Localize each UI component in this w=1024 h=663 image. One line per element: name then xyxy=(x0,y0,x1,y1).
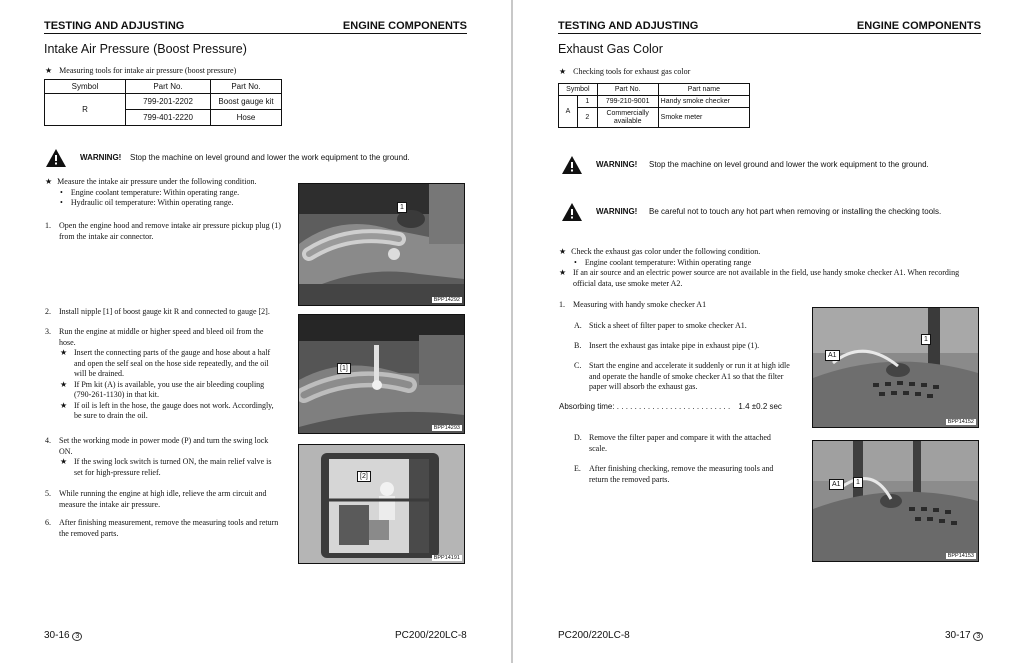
bullet-icon: • xyxy=(574,257,577,267)
note-text: be sure to drain the oil. xyxy=(74,411,148,420)
bullet-icon: • xyxy=(60,198,63,207)
header-chapter: ENGINE COMPONENTS xyxy=(342,20,467,32)
step-text: After finishing checking, remove the measuring tools and xyxy=(589,464,774,473)
condition-block xyxy=(559,247,989,289)
step-text: Run the engine at middle or higher speed and bleed oil from the xyxy=(59,327,264,336)
step-a xyxy=(574,321,804,332)
table-cell-part-no: 799-201-2202 xyxy=(126,94,211,110)
step-5 xyxy=(45,489,295,510)
tools-intro-text: Measuring tools for intake air pressure (boost pressure) xyxy=(59,66,237,75)
step-letter: D. xyxy=(574,433,582,442)
table-header-part-no: Part No. xyxy=(597,84,658,96)
photo-boost-gauge-nipple xyxy=(298,314,465,434)
step-text: ON. xyxy=(59,446,73,456)
page-mark-icon: 3 xyxy=(973,632,983,641)
step-text: While running the engine at high idle, relieve the arm circuit and xyxy=(59,489,267,498)
step-text: Install nipple [1] of boost gauge kit R and connected to gauge [2]. xyxy=(59,307,270,316)
tools-table xyxy=(558,83,750,128)
star-icon: ★ xyxy=(559,247,567,256)
step-text: Insert the exhaust gas intake pipe in exhaust pipe (1). xyxy=(589,341,760,350)
header-chapter: ENGINE COMPONENTS xyxy=(856,20,981,32)
warning-label: WARNING! xyxy=(596,207,638,216)
tools-intro xyxy=(559,67,690,78)
warning-label: WARNING! xyxy=(596,160,638,169)
star-icon: ★ xyxy=(60,379,68,389)
step-d xyxy=(574,433,804,454)
header-section: TESTING AND ADJUSTING xyxy=(44,20,185,32)
absorbing-time-label: Absorbing time: . . . . . . . . . . . . . . . . . . . . . . . . . . xyxy=(559,402,731,411)
step-6 xyxy=(45,518,295,539)
step-text: the removed parts. xyxy=(59,528,119,538)
warning-text: Stop the machine on level ground and lower the work equipment to the ground. xyxy=(130,153,410,162)
star-icon: ★ xyxy=(45,66,53,75)
photo-code: BPP14153 xyxy=(947,553,974,559)
page-header xyxy=(558,20,981,34)
step-number: 3. xyxy=(45,327,51,336)
footer-page-text: 30-17 xyxy=(945,630,971,641)
step-c xyxy=(574,361,804,393)
table-cell-index: 1 xyxy=(578,96,598,108)
warning-text: Stop the machine on level ground and lower the work equipment to the ground. xyxy=(649,160,929,169)
warning-block-1 xyxy=(562,157,982,175)
table-cell-part-no-line: available xyxy=(613,117,642,125)
warning-icon xyxy=(562,203,582,221)
condition-item: Engine coolant temperature: Within operating range. xyxy=(70,187,240,197)
step-4 xyxy=(45,436,295,478)
note-text: If Pm kit (A) is available, you use the air bleeding coupling xyxy=(74,379,265,389)
header-section: TESTING AND ADJUSTING xyxy=(558,20,699,32)
photo-code: BPP14293 xyxy=(433,425,460,431)
footer-page-number xyxy=(945,630,983,641)
star-icon: ★ xyxy=(45,177,53,186)
table-cell-name: Hose xyxy=(211,110,282,126)
table-cell-part-no: 799-210-9001 xyxy=(597,96,658,108)
table-cell-name: Smoke meter xyxy=(658,108,749,128)
right-page xyxy=(513,0,1024,663)
step-text: Remove the filter paper and compare it with the attached xyxy=(589,433,771,442)
step-number: 1. xyxy=(559,300,565,309)
footer-model: PC200/220LC-8 xyxy=(395,630,467,641)
table-header-part-name: Part No. xyxy=(211,80,282,94)
absorbing-time-value: 1.4 ±0.2 sec xyxy=(738,402,782,411)
exhaust-photo-graphic xyxy=(813,441,978,561)
table-symbol: R xyxy=(45,94,126,126)
step-letter: E. xyxy=(574,464,581,473)
step-1 xyxy=(559,300,804,311)
warning-block xyxy=(46,150,466,168)
star-icon: ★ xyxy=(559,268,567,277)
step-number: 2. xyxy=(45,307,51,316)
step-number: 5. xyxy=(45,489,51,498)
page-mark-icon: 3 xyxy=(72,632,82,641)
star-icon: ★ xyxy=(60,348,68,357)
step-3 xyxy=(45,327,295,422)
note-text: and open the self seal on the hose side repeatedly, and the oil xyxy=(74,358,269,368)
footer-page-text: 30-16 xyxy=(44,630,70,641)
step-e xyxy=(574,464,804,485)
engine-photo-graphic xyxy=(299,184,464,305)
photo-callout: [1] xyxy=(337,363,351,374)
photo-operator-cab xyxy=(298,444,465,564)
footer-page-number xyxy=(44,630,82,641)
condition-item: Hydraulic oil temperature: Within operating range. xyxy=(70,198,234,207)
table-cell-part-no xyxy=(597,108,658,128)
photo-callout: 1 xyxy=(853,477,863,488)
photo-code: BPP14191 xyxy=(433,555,460,561)
bullet-icon: • xyxy=(60,187,63,197)
tools-table xyxy=(44,79,282,126)
step-1 xyxy=(45,221,295,242)
condition-intro: Measure the intake air pressure under the following condition. xyxy=(57,177,257,186)
page-title: Exhaust Gas Color xyxy=(558,42,663,56)
absorbing-time xyxy=(559,402,782,411)
note-text: will be drained. xyxy=(74,369,124,378)
condition-block xyxy=(45,177,295,209)
step-text: hose. xyxy=(59,337,76,347)
step-text: Start the engine and accelerate it suddenly or run it at high idle xyxy=(589,361,790,370)
warning-text: Be careful not to touch any hot part when removing or installing the checking tools. xyxy=(649,207,942,216)
step-number: 4. xyxy=(45,436,51,445)
star-icon: ★ xyxy=(559,67,567,76)
step-2 xyxy=(45,307,295,318)
step-text: After finishing measurement, remove the measuring tools and return xyxy=(59,518,279,527)
note-text: official data, use smoke meter A2. xyxy=(573,278,683,288)
note-text: set for high-pressure relief. xyxy=(74,467,161,477)
condition-item: Engine coolant temperature: Within operating range xyxy=(584,257,752,267)
step-number: 6. xyxy=(45,518,51,527)
condition-intro: Check the exhaust gas color under the following condition. xyxy=(571,247,761,256)
step-text: Open the engine hood and remove intake air pressure pickup plug (1) xyxy=(59,221,281,230)
photo-callout: A1 xyxy=(829,479,844,490)
note-text: If oil is left in the hose, the gauge does not work. Accordingly, xyxy=(74,400,274,410)
page-header xyxy=(44,20,467,34)
step-text: Measuring with handy smoke checker A1 xyxy=(573,300,707,309)
tools-intro xyxy=(45,66,236,77)
step-text: scale. xyxy=(589,443,607,453)
note-text: (790-261-1130) in that kit. xyxy=(74,390,160,399)
table-header-part-no: Part No. xyxy=(126,80,211,94)
note-text: If the swing lock switch is turned ON, the main relief valve is xyxy=(74,457,272,466)
table-header-symbol: Symbol xyxy=(45,80,126,94)
photo-code: BPP14292 xyxy=(433,297,460,303)
step-text: Stick a sheet of filter paper to smoke checker A1. xyxy=(589,321,747,330)
step-b xyxy=(574,341,804,352)
note-text: Insert the connecting parts of the gauge and hose about a half xyxy=(74,348,271,357)
cab-photo-graphic xyxy=(299,445,464,563)
step-text: return the removed parts. xyxy=(589,474,670,484)
table-cell-name: Handy smoke checker xyxy=(658,96,749,108)
photo-callout: 1 xyxy=(397,202,407,213)
step-letter: B. xyxy=(574,341,582,350)
exhaust-photo-graphic xyxy=(813,308,978,427)
step-letter: C. xyxy=(574,361,582,370)
warning-icon xyxy=(46,149,66,167)
step-number: 1. xyxy=(45,221,51,230)
step-text: from the intake air connector. xyxy=(59,231,154,241)
star-icon: ★ xyxy=(60,400,68,410)
table-header-symbol: Symbol xyxy=(559,84,598,96)
photo-smoke-checker-1 xyxy=(812,307,979,428)
photo-intake-connector xyxy=(298,183,465,306)
table-cell-part-no-line: Commercially xyxy=(606,109,649,117)
table-cell-name: Boost gauge kit xyxy=(211,94,282,110)
engine-photo-graphic xyxy=(299,315,464,433)
warning-block-2 xyxy=(562,204,982,222)
photo-code: BPP14152 xyxy=(947,419,974,425)
table-cell-part-no: 799-401-2220 xyxy=(126,110,211,126)
tools-intro-text: Checking tools for exhaust gas color xyxy=(573,67,691,76)
photo-callout: 1 xyxy=(921,334,931,345)
note-text: If an air source and an electric power source are not available in the field, use handy smoke checker A1. When recording xyxy=(573,268,960,277)
photo-callout: A1 xyxy=(825,350,840,361)
table-cell-index: 2 xyxy=(578,108,598,128)
step-text: Set the working mode in power mode (P) and turn the swing lock xyxy=(59,436,269,445)
step-text: and operate the handle of smoke checker A1 so that the filter xyxy=(589,371,784,381)
star-icon: ★ xyxy=(60,457,68,466)
footer-model: PC200/220LC-8 xyxy=(558,630,630,641)
step-letter: A. xyxy=(574,321,582,330)
table-header-part-name: Part name xyxy=(658,84,749,96)
page-title: Intake Air Pressure (Boost Pressure) xyxy=(44,42,247,56)
warning-label: WARNING! xyxy=(80,153,122,162)
photo-callout: [2] xyxy=(357,471,371,482)
photo-smoke-checker-2 xyxy=(812,440,979,562)
table-symbol: A xyxy=(559,96,578,128)
step-text: measure the intake air pressure. xyxy=(59,499,161,509)
step-text: paper will absorb the exhaust gas. xyxy=(589,382,698,391)
left-page xyxy=(0,0,511,663)
warning-icon xyxy=(562,156,582,174)
